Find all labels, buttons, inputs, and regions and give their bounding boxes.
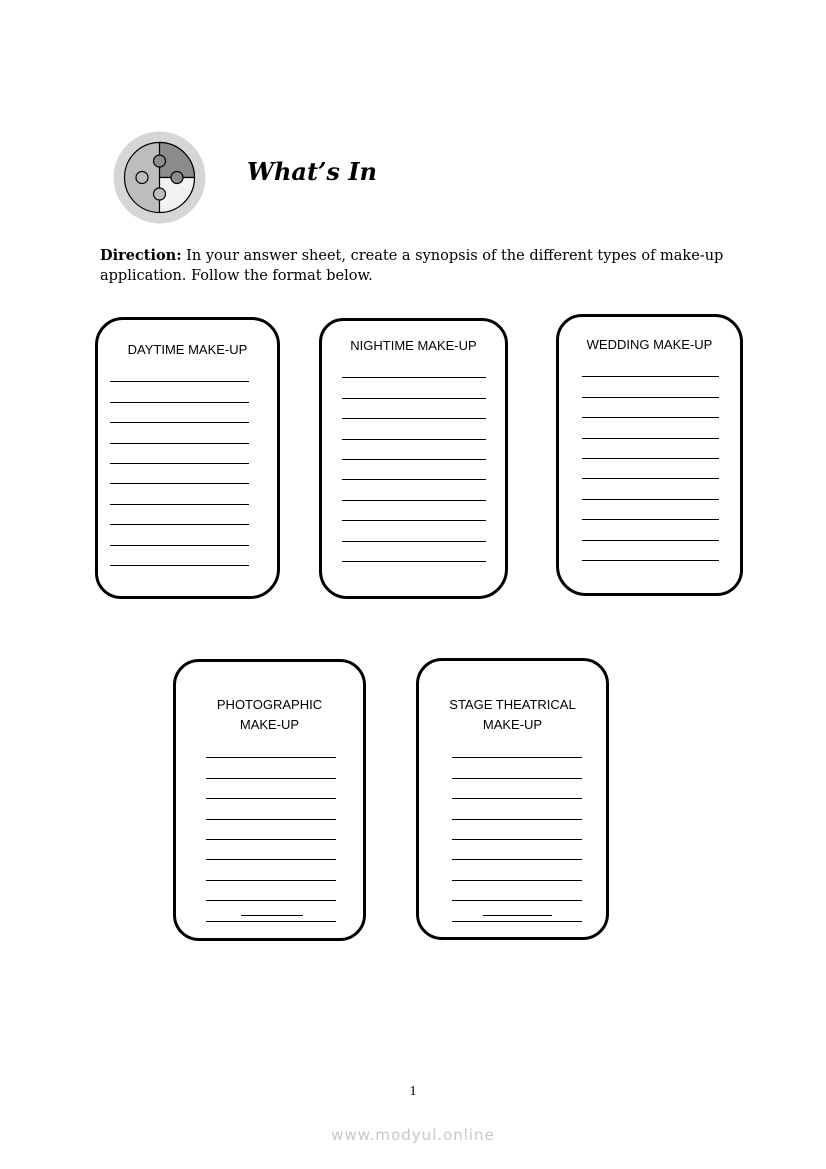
answer-line xyxy=(582,500,719,520)
answer-line xyxy=(582,418,719,438)
answer-line xyxy=(452,799,582,819)
answer-lines xyxy=(582,357,719,561)
answer-line xyxy=(342,460,486,480)
puzzle-icon xyxy=(113,131,206,224)
card-nightime-makeup xyxy=(319,318,508,599)
answer-line xyxy=(110,444,249,464)
answer-lines xyxy=(206,738,336,922)
answer-line xyxy=(110,362,249,382)
card-title: NIGHTIME MAKE-UP xyxy=(350,338,477,353)
answer-line xyxy=(582,479,719,499)
answer-line xyxy=(582,439,719,459)
answer-line xyxy=(582,377,719,397)
answer-line xyxy=(582,398,719,418)
card-stage-theatrical-makeup xyxy=(416,658,609,940)
answer-line xyxy=(110,505,249,525)
answer-line xyxy=(110,403,249,423)
answer-lines xyxy=(110,362,249,566)
answer-line xyxy=(452,820,582,840)
card-daytime-makeup xyxy=(95,317,280,599)
answer-line xyxy=(110,423,249,443)
answer-line xyxy=(342,501,486,521)
answer-line xyxy=(206,779,336,799)
card-title-line2: MAKE-UP xyxy=(482,717,543,732)
answer-line xyxy=(582,520,719,540)
direction-body: In your answer sheet, create a synopsis of the different types of make-up application. Follow the format below. xyxy=(100,248,724,284)
answer-line xyxy=(582,541,719,561)
answer-line xyxy=(342,440,486,460)
direction-label: Direction: xyxy=(100,247,182,264)
answer-line xyxy=(110,525,249,545)
answer-line xyxy=(582,357,719,377)
answer-line xyxy=(342,480,486,500)
answer-line xyxy=(452,779,582,799)
answer-line xyxy=(206,758,336,778)
answer-line xyxy=(452,860,582,880)
answer-line xyxy=(206,799,336,819)
answer-line xyxy=(452,758,582,778)
answer-line xyxy=(342,399,486,419)
card-title-line1: PHOTOGRAPHIC xyxy=(216,697,323,712)
answer-line xyxy=(110,382,249,402)
direction-text xyxy=(100,246,740,286)
answer-line xyxy=(206,860,336,880)
answer-line xyxy=(110,484,249,504)
answer-line xyxy=(342,542,486,562)
answer-line xyxy=(342,378,486,398)
section-title: What’s In xyxy=(247,157,377,186)
answer-line-short xyxy=(483,896,552,916)
answer-line xyxy=(582,459,719,479)
card-title-line2: MAKE-UP xyxy=(239,717,300,732)
answer-lines xyxy=(452,738,582,922)
answer-line xyxy=(206,738,336,758)
card-photographic-makeup xyxy=(173,659,366,941)
answer-line xyxy=(206,820,336,840)
card-title-line1: STAGE THEATRICAL xyxy=(449,697,576,712)
card-wedding-makeup xyxy=(556,314,743,596)
answer-line xyxy=(206,840,336,860)
answer-line xyxy=(110,546,249,566)
answer-line xyxy=(342,358,486,378)
answer-line xyxy=(452,840,582,860)
answer-line xyxy=(342,419,486,439)
watermark: www.modyul.online xyxy=(331,1126,495,1144)
answer-line xyxy=(110,464,249,484)
card-title: WEDDING MAKE-UP xyxy=(586,337,713,352)
page-number: 1 xyxy=(409,1084,417,1099)
card-title: DAYTIME MAKE-UP xyxy=(127,342,248,357)
answer-lines xyxy=(342,358,486,562)
answer-line xyxy=(452,738,582,758)
answer-line-short xyxy=(241,896,303,916)
answer-line xyxy=(342,521,486,541)
